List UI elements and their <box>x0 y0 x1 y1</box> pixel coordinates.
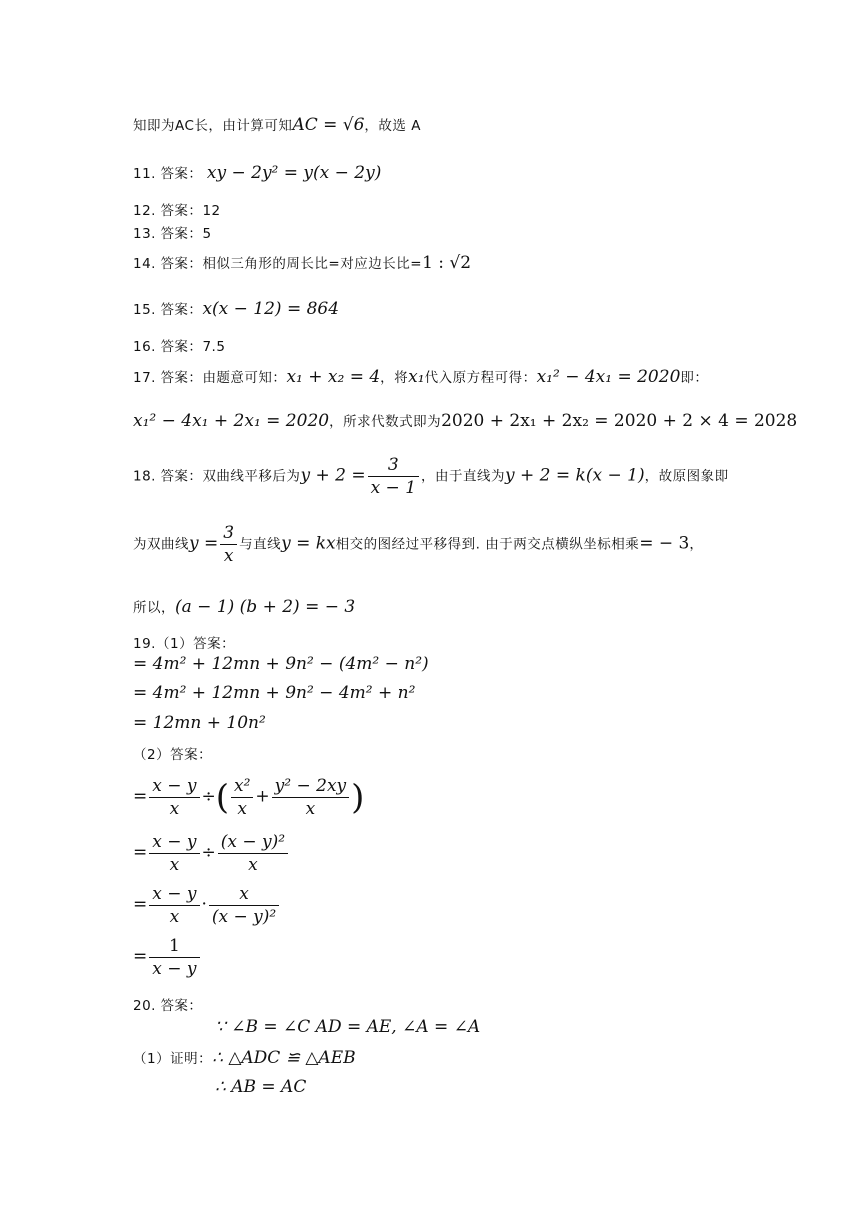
fraction-denominator: x <box>169 855 180 875</box>
math-step: = 4m² + 12mn + 9n² − (4m² − n²) <box>133 654 429 674</box>
answer-number: 20. <box>133 998 156 1014</box>
fraction-denominator: (x − y)² <box>211 907 277 927</box>
fraction-numerator: 3 <box>220 523 237 545</box>
math-step: ∴ AB = AC <box>215 1077 307 1097</box>
answer-19-part2-step2 <box>133 832 290 875</box>
part-label: （1）答案： <box>155 636 236 652</box>
answer-label: 答案： <box>160 339 203 355</box>
fraction <box>368 455 419 498</box>
fraction-denominator: x <box>223 546 234 566</box>
math-segment: x₁² − 4x₁ + 2x₁ = 2020 <box>133 411 330 431</box>
fraction <box>220 523 237 566</box>
answer-19-part2-step1 <box>133 776 364 819</box>
math-step: = 4m² + 12mn + 9n² − 4m² + n² <box>133 683 416 703</box>
text-segment: 相交的图经过平移得到. 由于两交点横纵坐标相乘 <box>335 536 640 553</box>
text-segment: ，所求代数式即为 <box>329 414 442 430</box>
answer-text: 5 <box>202 226 212 242</box>
fraction-numerator: x² <box>231 776 253 798</box>
fraction <box>149 884 199 927</box>
answer-number: 16. <box>133 339 156 355</box>
equals-sign: = <box>133 946 148 967</box>
answer-19-part2-step3 <box>133 884 281 927</box>
operator: + <box>255 786 270 807</box>
intro-text: 知即为AC长，由计算可知 <box>133 118 293 134</box>
math-segment: x₁² − 4x₁ = 2020 <box>536 367 681 387</box>
fraction-numerator: 1 <box>149 936 199 958</box>
fraction <box>149 832 199 875</box>
answer-number: 14. <box>133 256 156 272</box>
math-segment: y = kx <box>281 533 336 554</box>
answer-math: xy − 2y² = y(x − 2y) <box>206 163 382 183</box>
operator: · <box>201 894 207 915</box>
text-segment: 双曲线平移后为 <box>202 468 301 485</box>
intro-math: AC = √6 <box>292 115 365 135</box>
answer-19-step1 <box>133 654 429 674</box>
answer-text: 12 <box>202 203 221 219</box>
text-segment: 所以， <box>133 600 175 616</box>
answer-number: 17. <box>133 370 156 386</box>
text-segment: 由题意可知： <box>202 370 287 386</box>
text-segment: ， <box>689 536 704 553</box>
math-step: = 12mn + 10n² <box>133 713 266 733</box>
answer-label: 答案： <box>160 203 203 219</box>
answer-text: 相似三角形的周长比=对应边长比= <box>202 256 423 272</box>
fraction-numerator: x − y <box>149 832 199 854</box>
answer-18-line2 <box>133 523 703 566</box>
answer-11 <box>133 162 381 183</box>
answer-math: 1 : √2 <box>422 253 472 273</box>
answer-17-line1 <box>133 366 708 387</box>
fraction-denominator: x − 1 <box>370 478 417 498</box>
answer-number: 12. <box>133 203 156 219</box>
fraction-numerator: x − y <box>149 884 199 906</box>
answer-label: 答案： <box>160 166 203 182</box>
answer-text: 7.5 <box>202 339 226 355</box>
left-paren: ( <box>215 777 230 818</box>
math-segment: x₁ + x₂ = 4 <box>286 367 381 387</box>
math-segment: x₁ <box>408 367 425 387</box>
answer-label: 答案： <box>160 468 203 485</box>
math-segment: y + 2 = k(x − 1) <box>505 465 645 486</box>
answer-20-step3 <box>215 1077 306 1097</box>
fraction <box>209 884 279 927</box>
proof-label: （1）证明： <box>133 1051 213 1067</box>
math-segment: (a − 1) (b + 2) = − 3 <box>175 597 356 617</box>
fraction-numerator: (x − y)² <box>218 832 288 854</box>
answer-19-step3 <box>133 713 266 733</box>
part-label: （2）答案： <box>133 747 213 763</box>
text-segment: ，将 <box>380 370 409 386</box>
fraction-denominator: x <box>248 855 258 875</box>
answer-19-header <box>133 632 235 652</box>
answer-19-step2 <box>133 683 415 703</box>
equals-sign: = <box>133 894 148 915</box>
answer-number: 19. <box>133 636 156 652</box>
answer-16 <box>133 335 225 355</box>
operator: ÷ <box>201 842 216 863</box>
answer-number: 11. <box>133 166 156 182</box>
math-step: ∴ △ADC ≌ △AEB <box>212 1048 356 1068</box>
answer-18-line1 <box>133 455 729 498</box>
answer-number: 13. <box>133 226 156 242</box>
math-segment: = − 3 <box>639 533 690 554</box>
fraction-numerator: x <box>209 884 279 906</box>
right-paren: ) <box>351 777 365 818</box>
answer-20-step2 <box>133 1047 356 1068</box>
fraction-denominator: x <box>169 799 180 819</box>
fraction-numerator: y² − 2xy <box>272 776 349 798</box>
equals-sign: = <box>133 842 148 863</box>
answer-13 <box>133 222 212 242</box>
answer-20-step1 <box>215 1017 480 1037</box>
fraction <box>272 776 349 819</box>
answer-number: 18. <box>133 468 156 485</box>
math-segment: 2020 + 2x₁ + 2x₂ = 2020 + 2 × 4 = 2028 <box>441 411 798 431</box>
answer-label: 答案： <box>160 302 203 318</box>
text-segment: 为双曲线 <box>133 536 189 553</box>
equals-sign: = <box>133 786 148 807</box>
math-segment: y + 2 = <box>300 465 366 486</box>
text-segment: ，由于直线为 <box>421 468 506 485</box>
answer-label: 答案： <box>160 998 203 1014</box>
answer-19-part2-step4 <box>133 936 202 979</box>
fraction <box>218 832 288 875</box>
fraction <box>149 776 199 819</box>
answer-label: 答案： <box>160 256 203 272</box>
text-segment: 代入原方程可得： <box>424 370 537 386</box>
math-segment: y = <box>189 533 219 554</box>
answer-12 <box>133 199 221 219</box>
math-step: ∵ ∠B = ∠C AD = AE, ∠A = ∠A <box>215 1017 481 1037</box>
answer-20-header <box>133 994 202 1014</box>
answer-label: 答案： <box>160 226 203 242</box>
answer-17-line2 <box>133 410 797 431</box>
answer-14 <box>133 252 471 273</box>
answer-15 <box>133 298 339 319</box>
text-segment: 与直线 <box>239 536 282 553</box>
fraction-denominator: x <box>305 799 316 819</box>
fraction-denominator: x − y <box>152 959 197 979</box>
answer-math: x(x − 12) = 864 <box>202 299 340 319</box>
answer-19-part2-label <box>133 743 212 763</box>
fraction <box>231 776 253 819</box>
fraction-numerator: x − y <box>149 776 199 798</box>
answer-number: 15. <box>133 302 156 318</box>
fraction-denominator: x <box>237 799 248 819</box>
fraction-denominator: x <box>169 907 180 927</box>
answer-18-line3 <box>133 596 355 617</box>
fraction-numerator: 3 <box>368 455 419 477</box>
operator: ÷ <box>201 786 216 807</box>
intro-tail: ，故选 A <box>364 118 421 134</box>
fraction <box>149 936 199 979</box>
intro-line <box>133 114 421 135</box>
text-segment: 即： <box>680 370 709 386</box>
answer-label: 答案： <box>160 370 203 386</box>
text-segment: ，故原图象即 <box>644 468 729 485</box>
